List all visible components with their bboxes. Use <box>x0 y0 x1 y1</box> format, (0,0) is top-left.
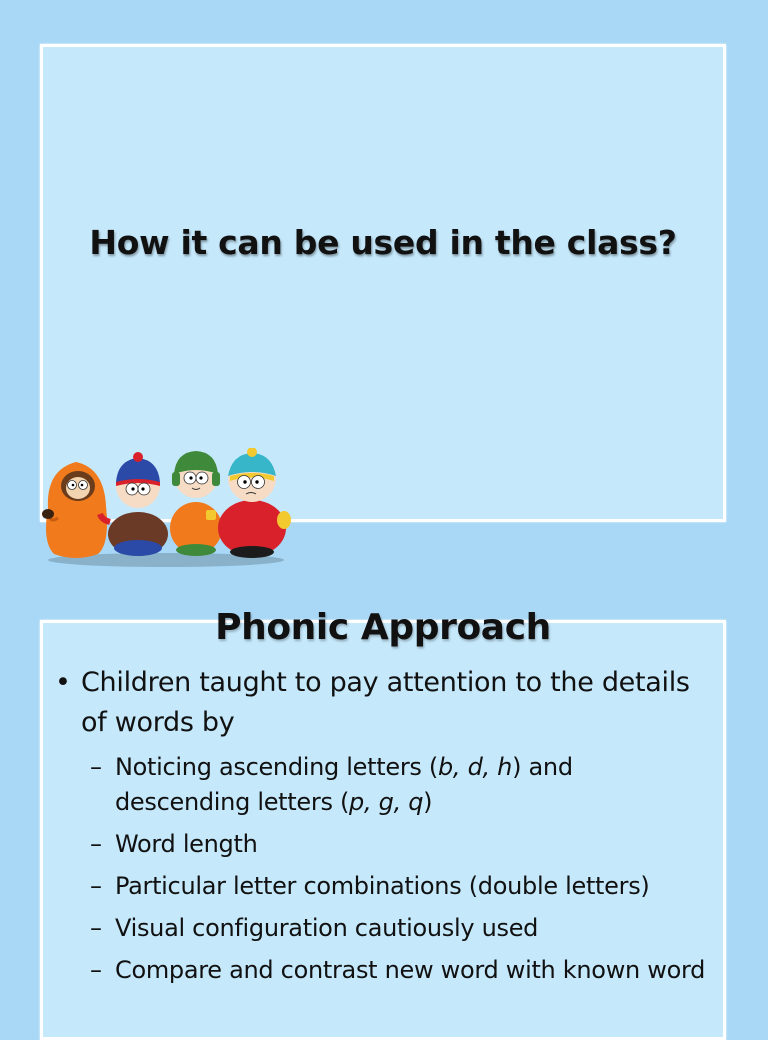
sub-bullet-marker: – <box>90 914 102 942</box>
bullet-marker: • <box>55 667 71 698</box>
sub-bullet-text: Particular letter combinations (double letters) <box>115 872 650 900</box>
cartman-plush-icon <box>218 448 291 558</box>
slide-phonic-approach <box>40 607 726 1040</box>
sub-bullet-marker: – <box>90 872 102 900</box>
kyle-plush-icon <box>170 451 222 556</box>
sub-bullet-item <box>43 869 723 904</box>
kenny-plush-icon <box>42 462 107 558</box>
plush-toys-icon <box>40 448 292 568</box>
slide-title: How it can be used in the class? <box>89 223 677 262</box>
sub-bullet-item <box>43 911 723 946</box>
sub-bullet-marker: – <box>90 956 102 984</box>
sub-bullet-marker: – <box>90 753 102 781</box>
stan-plush-icon <box>100 452 168 556</box>
slide-title: Phonic Approach <box>215 607 551 648</box>
sub-bullet-item <box>43 827 723 862</box>
bullet-list <box>43 663 723 988</box>
sub-bullet-item <box>43 750 723 820</box>
bullet-text: Children taught to pay attention to the details of words by <box>81 667 690 738</box>
sub-bullet-text: Visual configuration cautiously used <box>115 914 539 942</box>
sub-bullet-item <box>43 953 723 988</box>
bullet-item <box>43 663 723 743</box>
sub-bullet-marker: – <box>90 830 102 858</box>
sub-bullet-text: Word length <box>115 830 258 858</box>
sub-bullet-text: Compare and contrast new word with known word <box>115 956 706 984</box>
sub-bullet-text: Noticing ascending letters (b, d, h) and descending letters (p, g, q) <box>115 753 573 816</box>
